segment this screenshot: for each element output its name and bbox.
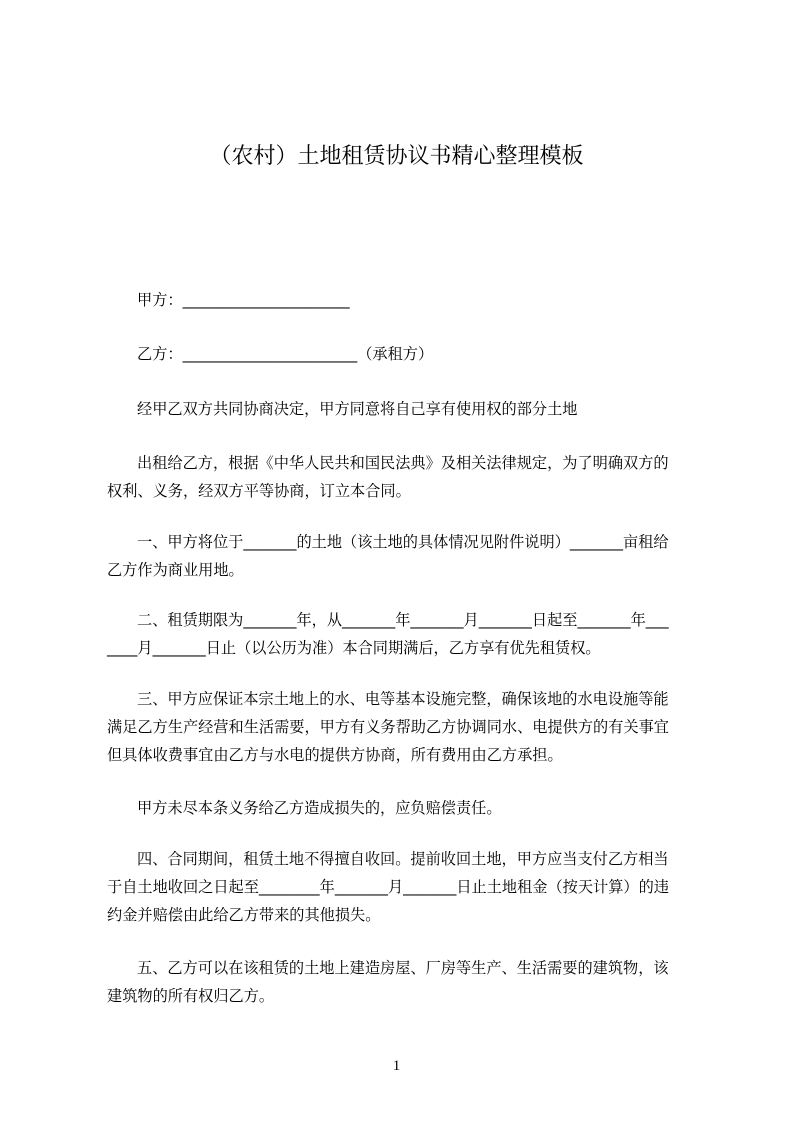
intro-line-1: 经甲乙双方共同协商决定，甲方同意将自己享有使用权的部分土地 [137,400,578,418]
clause-2-line-1: 二、租赁期限为_______年，从_______年_______月_______日起至_______年___ [137,611,669,629]
clause-3-line-1: 三、甲方应保证本宗土地上的水、电等基本设施完整，确保该地的水电设施等能 [137,690,669,708]
clause-2-line-2: ____月_______日止（以公历为准）本合同期满后，乙方享有优先租赁权。 [107,639,601,657]
document-title: （农村）土地租赁协议书精心整理模板 [209,144,584,169]
intro-line-3: 权利、义务，经双方平等协商，订立本合同。 [107,482,411,500]
clause-1-line-1: 一、甲方将位于_______的土地（该土地的具体情况见附件说明）_______亩租给 [137,533,669,551]
clause-3-line-3: 但具体收费事宜由乙方与水电的提供方协商，所有费用由乙方承担。 [107,746,563,764]
clause-4-line-2: 于自土地收回之日起至________年_______月_______日止土地租金（按天计算）的违 [107,878,669,896]
clause-5-line-1: 五、乙方可以在该租赁的土地上建造房屋、厂房等生产、生活需要的建筑物，该 [137,959,669,977]
clause-5-line-2: 建筑物的所有权归乙方。 [107,987,275,1005]
clause-3-line-2: 满足乙方生产经营和生活需要，甲方有义务帮助乙方协调同水、电提供方的有关事宜 [107,718,669,736]
clause-1-line-2: 乙方作为商业用地。 [107,561,244,579]
party-b-line: 乙方：_______________________（承租方） [137,345,434,363]
clause-4-line-3: 约金并赔偿由此给乙方带来的其他损失。 [107,906,381,924]
intro-line-2: 出租给乙方，根据《中华人民共和国民法典》及相关法律规定，为了明确双方的 [137,454,669,472]
page-number: 1 [392,1058,401,1074]
party-a-line: 甲方：______________________ [137,291,350,309]
clause-3-note: 甲方未尽本条义务给乙方造成损失的，应负赔偿责任。 [137,799,502,817]
clause-4-line-1: 四、合同期间，租赁土地不得擅自收回。提前收回土地，甲方应当支付乙方相当 [137,850,669,868]
